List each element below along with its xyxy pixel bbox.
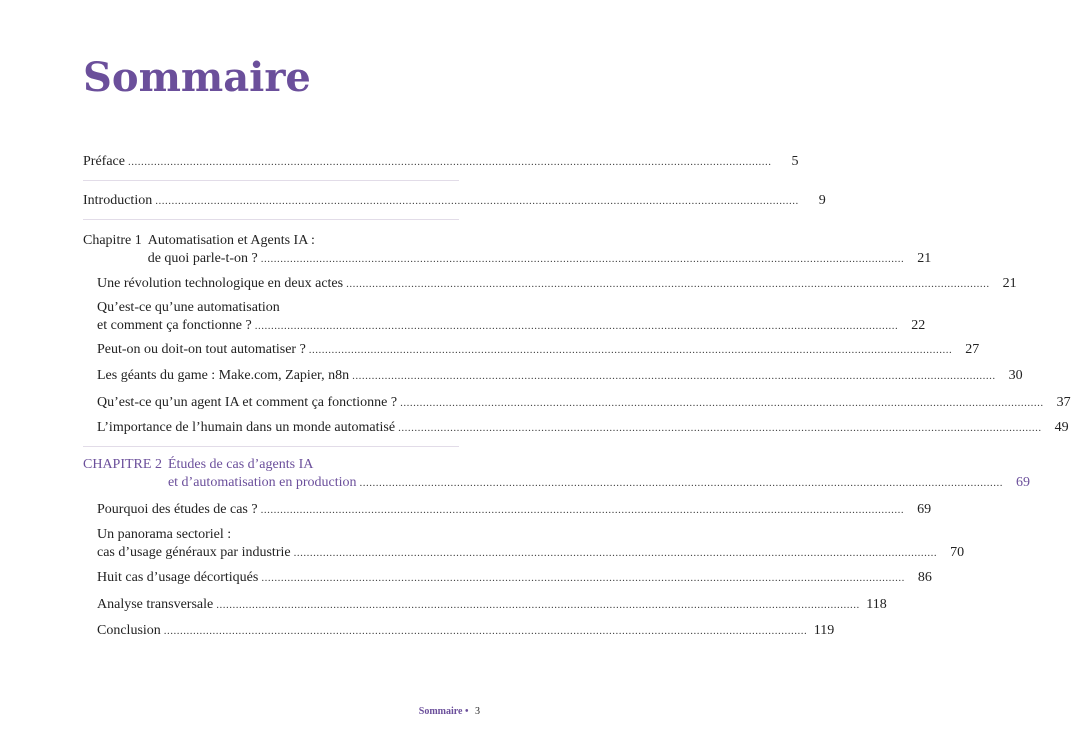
toc-label: Préface — [83, 154, 125, 169]
footer-separator: • — [464, 706, 469, 717]
toc-section[interactable] — [97, 622, 835, 640]
toc-entry-introduction[interactable] — [83, 192, 826, 210]
toc-section[interactable] — [97, 299, 926, 335]
toc-label: Une révolution technologique en deux actes — [97, 276, 344, 291]
dot-leader — [261, 250, 905, 268]
chapter-number: Chapitre 1 — [83, 233, 142, 248]
toc-page-number: 118 — [866, 597, 887, 612]
chapter-title-line1: Études de cas d’agents IA — [167, 457, 314, 472]
toc-label: Huit cas d’usage décortiqués — [97, 570, 259, 585]
dot-leader — [398, 419, 1042, 437]
toc-page-number: 21 — [1002, 276, 1017, 291]
chapter-title-line1: Automatisation et Agents IA : — [147, 233, 315, 248]
divider — [83, 219, 459, 220]
toc-page-number: 9 — [818, 193, 826, 208]
dot-leader — [400, 394, 1044, 412]
toc-section[interactable] — [97, 526, 965, 562]
toc-section[interactable] — [97, 341, 980, 359]
toc-label: Analyse transversale — [97, 597, 214, 612]
dot-leader — [128, 153, 772, 171]
toc-page-number: 30 — [1008, 368, 1023, 383]
toc-section[interactable] — [97, 501, 932, 519]
toc-label: Introduction — [83, 193, 153, 208]
toc-page-number: 5 — [791, 154, 799, 169]
toc-label-line1: Qu’est-ce qu’une automatisation — [97, 300, 280, 315]
dot-leader — [261, 501, 905, 519]
dot-leader — [352, 367, 996, 385]
toc-label: Conclusion — [97, 623, 161, 638]
toc-label: Les géants du game : Make.com, Zapier, n8n — [97, 368, 350, 383]
toc-label: L’importance de l’humain dans un monde automatisé — [97, 420, 396, 435]
toc-label-line2: et comment ça fonctionne ? — [97, 318, 252, 333]
toc-label: Qu’est-ce qu’un agent IA et comment ça fonctionne ? — [97, 395, 398, 410]
toc-section[interactable] — [97, 367, 1023, 385]
toc-section[interactable] — [97, 569, 932, 587]
chapter-title-line2: et d’automatisation en production — [167, 475, 357, 490]
page-footer — [419, 706, 480, 717]
footer-page-number: 3 — [475, 706, 480, 717]
chapter-title-line2: de quoi parle-t-on ? — [147, 251, 258, 266]
toc-section[interactable] — [97, 394, 1071, 412]
chapter-number: CHAPITRE 2 — [83, 457, 162, 472]
footer-label: Sommaire — [418, 706, 463, 717]
toc-label-line1: Un panorama sectoriel : — [97, 527, 232, 542]
dot-leader — [294, 544, 938, 562]
toc-page-number: 69 — [917, 502, 932, 517]
page-title: Sommaire — [83, 54, 311, 101]
toc-page-number: 22 — [911, 318, 926, 333]
dot-leader — [360, 474, 1004, 492]
dot-leader — [309, 341, 953, 359]
toc-page-number: 69 — [1016, 475, 1031, 490]
toc-chapter-1[interactable] — [83, 232, 932, 268]
toc-section[interactable] — [97, 275, 1017, 293]
dot-leader — [255, 317, 899, 335]
divider — [83, 446, 459, 447]
toc-entry-preface[interactable] — [83, 153, 799, 171]
dot-leader — [346, 275, 990, 293]
divider — [83, 180, 459, 181]
dot-leader — [261, 569, 905, 587]
toc-label: Pourquoi des études de cas ? — [97, 502, 258, 517]
toc-label-line2: cas d’usage généraux par industrie — [97, 545, 291, 560]
toc-label: Peut-on ou doit-on tout automatiser ? — [97, 342, 306, 357]
toc-section[interactable] — [97, 419, 1069, 437]
toc-page-number: 119 — [813, 623, 835, 638]
toc-page-number: 27 — [965, 342, 980, 357]
toc-section[interactable] — [97, 596, 887, 614]
toc-page-number: 70 — [950, 545, 965, 560]
toc-chapter-2[interactable] — [83, 456, 1031, 492]
dot-leader — [216, 596, 860, 614]
toc-page-number: 37 — [1056, 395, 1071, 410]
dot-leader — [155, 192, 799, 210]
toc-page-number: 49 — [1054, 420, 1069, 435]
dot-leader — [164, 622, 808, 640]
toc-page-number: 21 — [917, 251, 932, 266]
toc-page-number: 86 — [917, 570, 932, 585]
